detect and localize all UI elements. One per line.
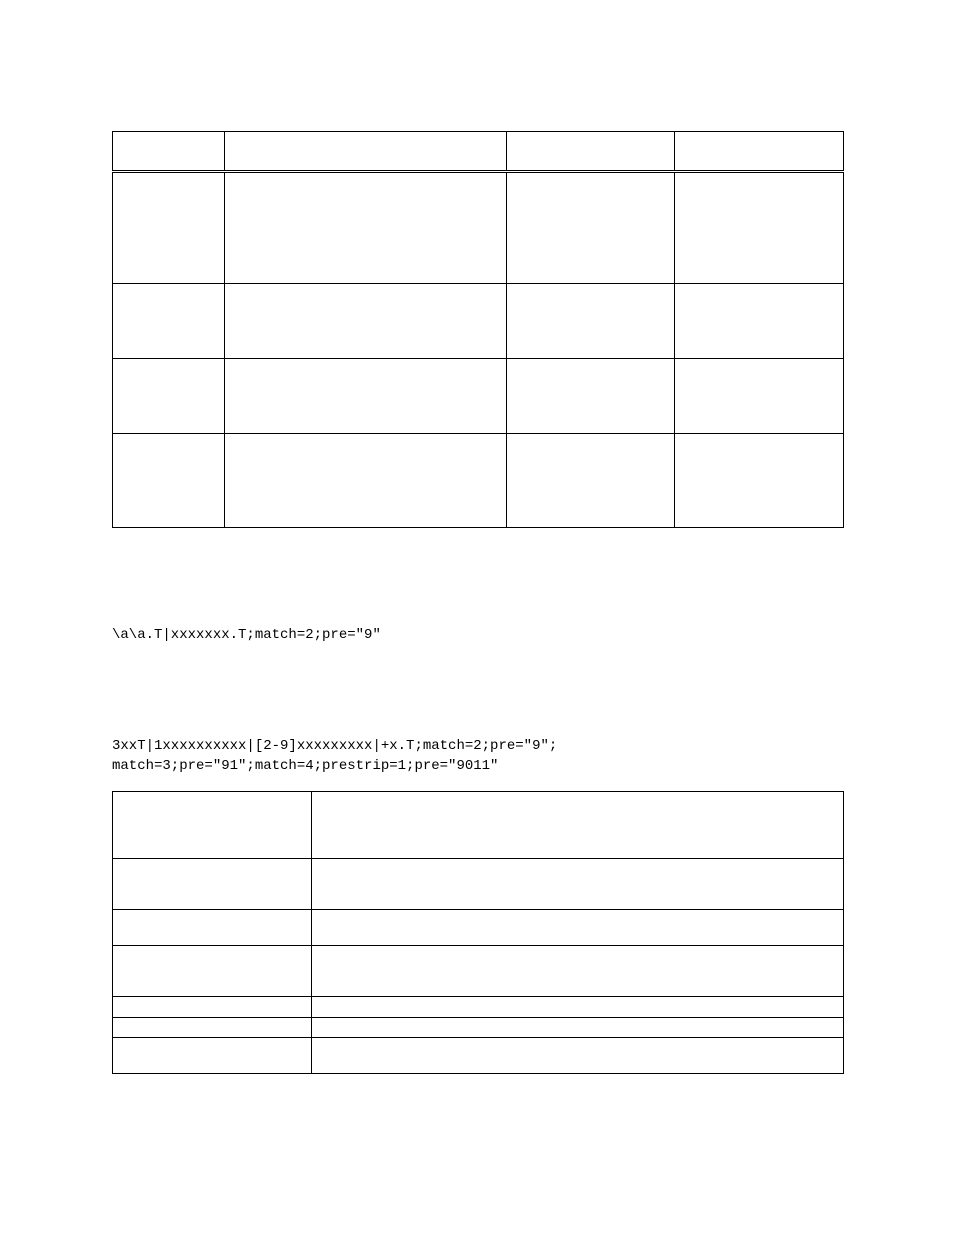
table-cell (675, 434, 844, 528)
table-cell (225, 434, 507, 528)
code-line: 3xxT|1xxxxxxxxxx|[2-9]xxxxxxxxx|+x.T;match=2;pre="9"; (112, 738, 558, 754)
table-row (113, 359, 844, 434)
table-cell (225, 284, 507, 359)
table-cell (113, 1038, 312, 1074)
table-cell (312, 946, 844, 997)
table-cell (312, 1018, 844, 1038)
code-example-1 (112, 625, 381, 645)
code-line: \a\a.T|xxxxxxx.T;match=2;pre="9" (112, 627, 381, 643)
table-header-row (113, 132, 844, 172)
table-cell (675, 359, 844, 434)
parameters-table (112, 791, 844, 1074)
table-cell (312, 997, 844, 1018)
table-cell (113, 172, 225, 284)
table-cell (113, 132, 225, 172)
table-cell (113, 792, 312, 859)
table-row (113, 284, 844, 359)
table-cell (507, 359, 675, 434)
table-cell (507, 132, 675, 172)
table-row (113, 1018, 844, 1038)
table-cell (675, 132, 844, 172)
table-row (113, 910, 844, 946)
table-cell (675, 284, 844, 359)
table-cell (507, 434, 675, 528)
table-cell (113, 910, 312, 946)
table-cell (312, 792, 844, 859)
rules-table (112, 131, 844, 528)
table-row (113, 946, 844, 997)
table-cell (113, 359, 225, 434)
table-cell (225, 172, 507, 284)
table-cell (675, 172, 844, 284)
table-row (113, 172, 844, 284)
table-row (113, 859, 844, 910)
table-row (113, 997, 844, 1018)
table-cell (113, 997, 312, 1018)
table-row (113, 792, 844, 859)
table-cell (507, 172, 675, 284)
table-cell (225, 132, 507, 172)
table-cell (113, 284, 225, 359)
table-cell (312, 859, 844, 910)
table-cell (312, 910, 844, 946)
table-row (113, 1038, 844, 1074)
table-cell (113, 434, 225, 528)
table-cell (225, 359, 507, 434)
code-line: match=3;pre="91";match=4;prestrip=1;pre="9011" (112, 758, 499, 774)
table-row (113, 434, 844, 528)
table-cell (113, 946, 312, 997)
table-cell (507, 284, 675, 359)
code-example-2 (112, 736, 557, 776)
table-cell (312, 1038, 844, 1074)
table-cell (113, 859, 312, 910)
table-cell (113, 1018, 312, 1038)
